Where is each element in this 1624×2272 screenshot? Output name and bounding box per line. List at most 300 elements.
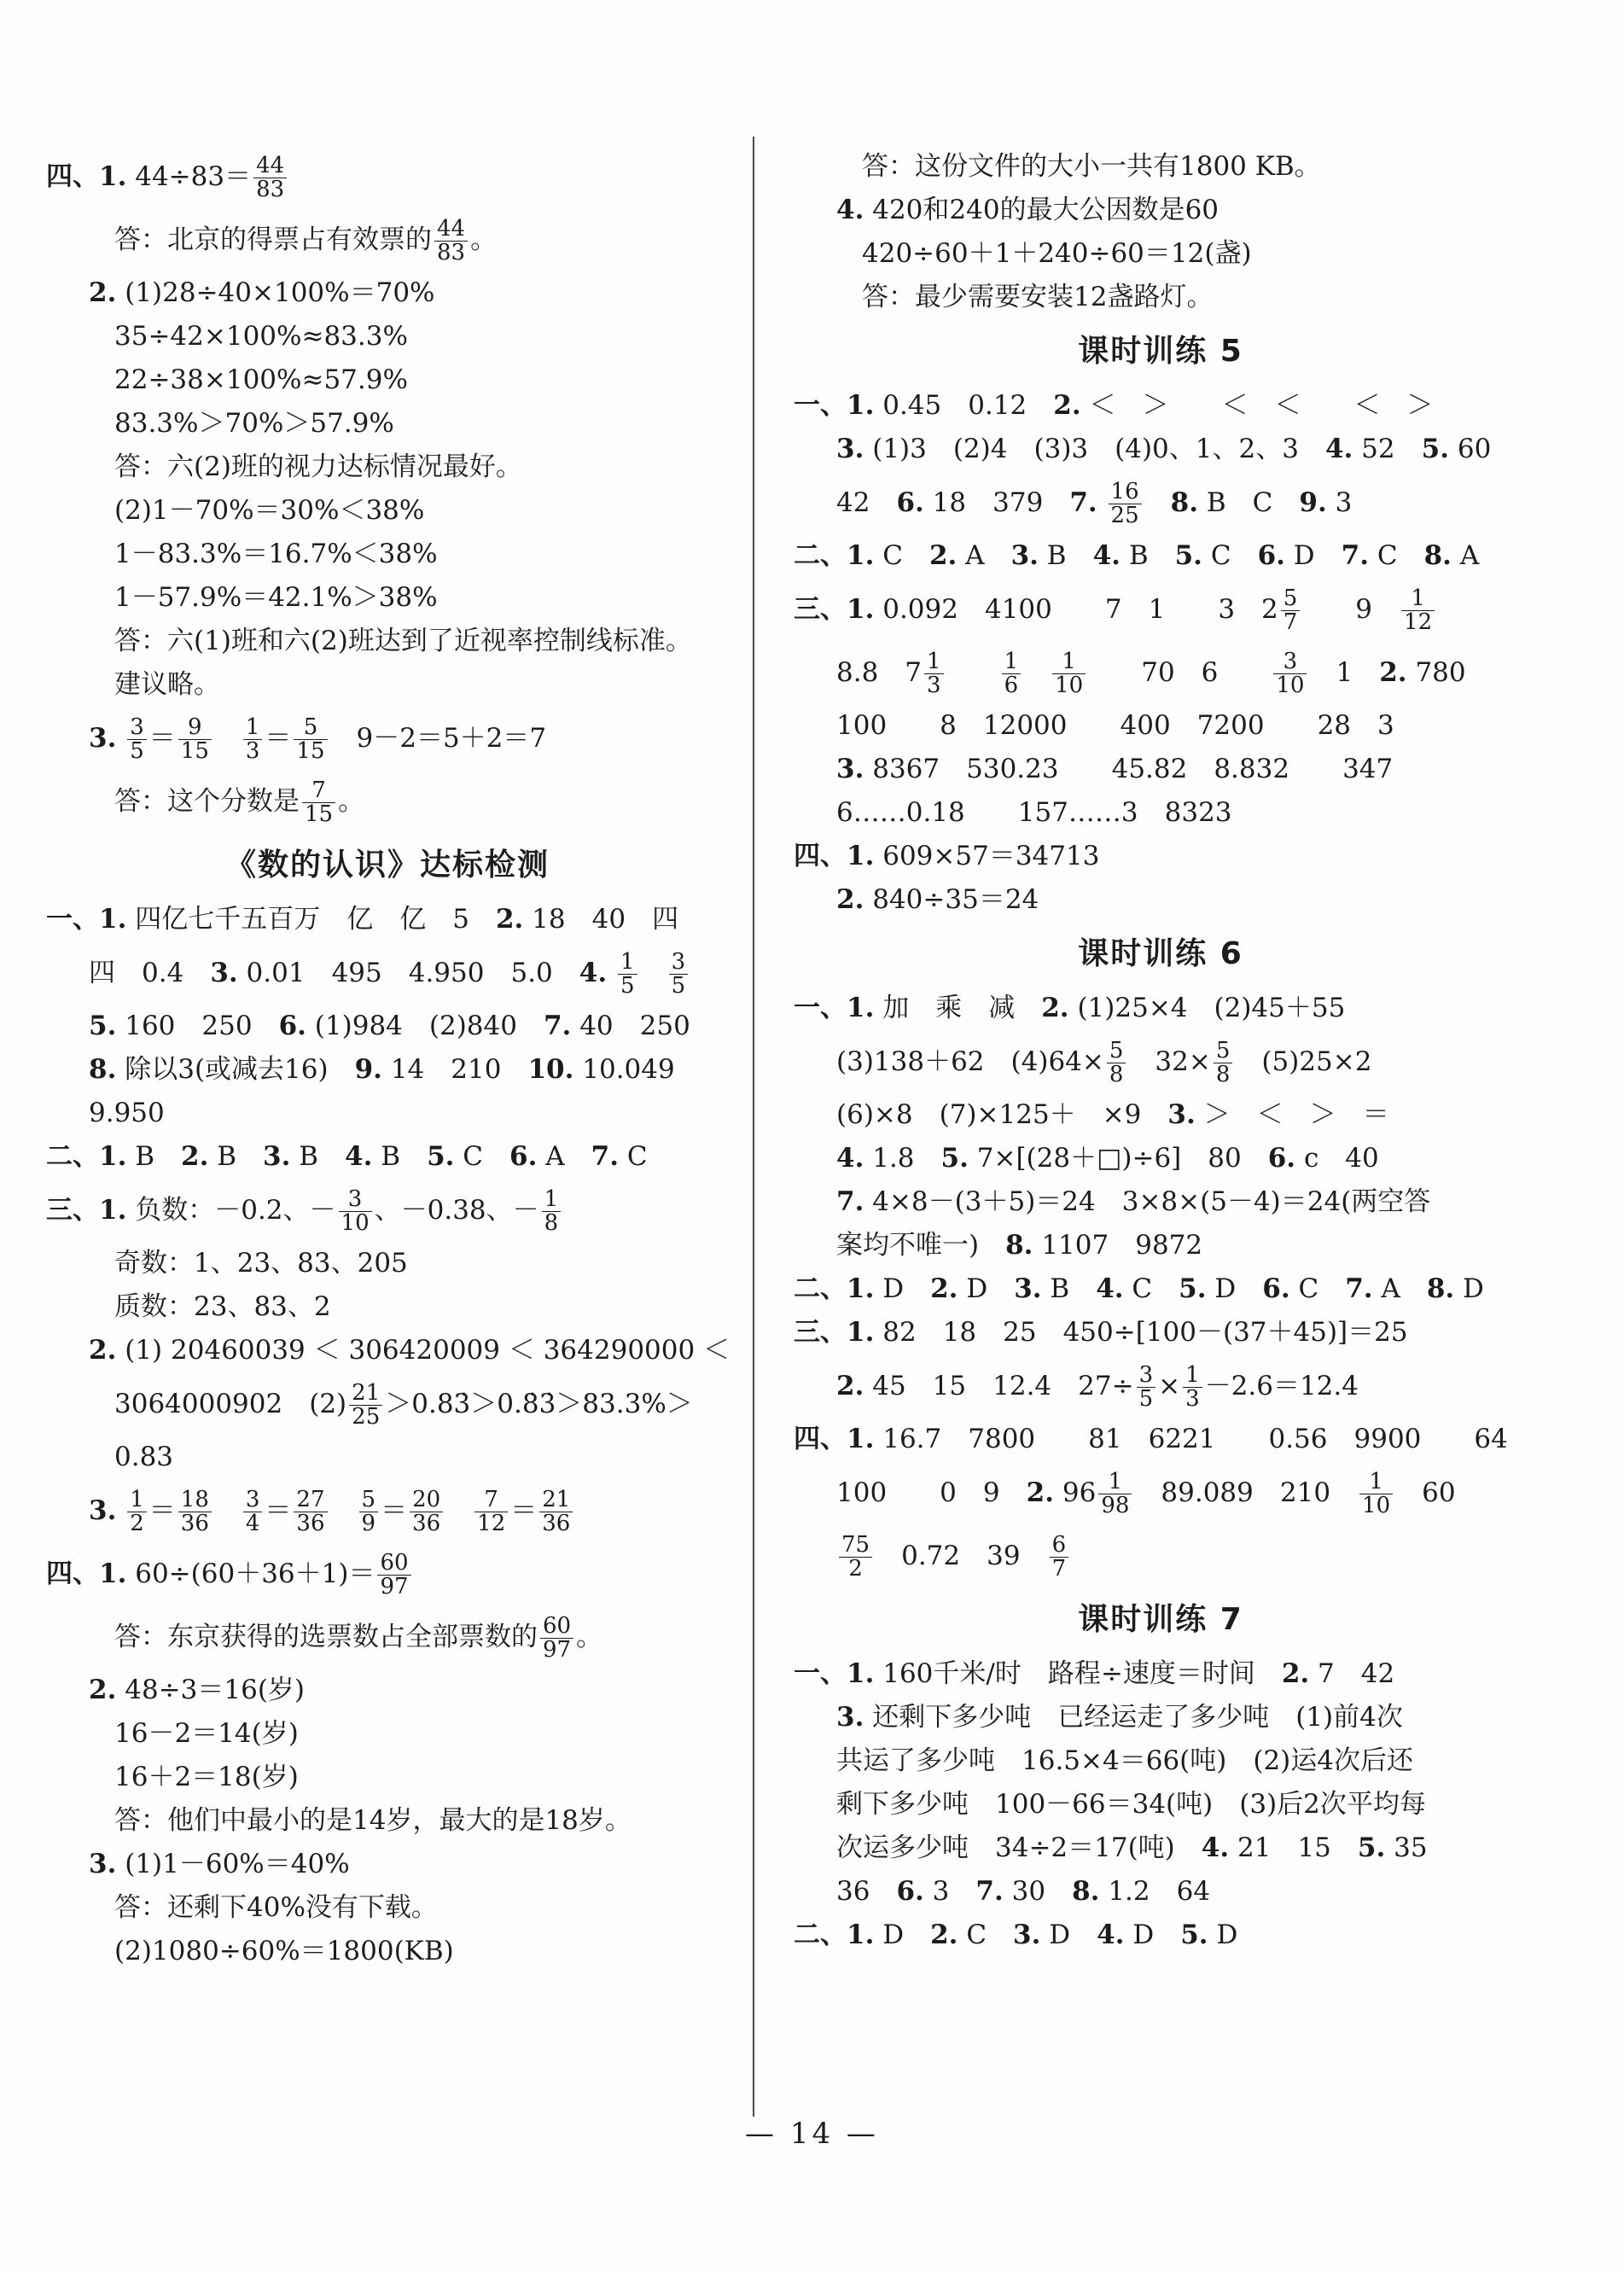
fraction: [1098, 1468, 1132, 1518]
answer-line: [46, 533, 729, 576]
answer-text: 35: [1385, 1832, 1428, 1863]
item-number: 1.: [847, 1317, 875, 1348]
answer-text: 3: [923, 1876, 976, 1907]
item-number: 5.: [427, 1141, 455, 1172]
item-number: 2.: [89, 1675, 117, 1705]
answer-line: [46, 1372, 729, 1436]
answer-line: [46, 1843, 729, 1886]
answer-text: [116, 723, 125, 754]
item-number: 2.: [89, 1335, 117, 1366]
item-number: 4.: [579, 958, 608, 988]
answer-text: 共运了多少吨 16.5×4＝66(吨) (2)运4次后还: [836, 1745, 1413, 1776]
answer-text: 1.8: [864, 1143, 941, 1174]
answer-text: 36: [836, 1876, 897, 1907]
answer-text: [445, 1495, 472, 1526]
item-number: 1.: [847, 841, 875, 871]
answer-line: [794, 1180, 1528, 1224]
fraction-numerator: 1: [1401, 587, 1435, 611]
item-number: 2.: [1053, 390, 1081, 421]
fraction: [178, 716, 212, 764]
answer-text: (1)1－60%＝40%: [116, 1849, 350, 1879]
answer-text: (3)138＋62 (4)64×: [836, 1046, 1104, 1077]
answer-text: 52: [1353, 434, 1422, 464]
answer-text: 答：东京获得的选票数占全部票数的: [114, 1622, 538, 1652]
answer-text: 建议略。: [114, 669, 220, 700]
item-number: 7.: [543, 1011, 572, 1041]
item-number: 2.: [495, 904, 524, 935]
item-number: 3.: [89, 723, 117, 754]
fraction-numerator: 1: [542, 1188, 562, 1212]
item-number: 4.: [1096, 1273, 1124, 1304]
fraction-denominator: 4: [245, 1511, 260, 1536]
item-number: 3.: [1014, 1273, 1042, 1304]
answer-line: [794, 145, 1528, 189]
item-number: 3.: [89, 1849, 117, 1879]
fraction: [539, 1488, 573, 1536]
answer-text: D: [1124, 1920, 1181, 1950]
fraction-denominator: 10: [1055, 673, 1084, 698]
answer-text: 、－0.38、－: [374, 1195, 539, 1226]
fraction-denominator: 97: [543, 1637, 572, 1663]
answer-line: [794, 428, 1528, 471]
item-number: 9.: [1299, 487, 1327, 518]
answer-text: 16.7 7800 81 6221 0.56 9900 64: [874, 1424, 1508, 1454]
fraction-numerator: 6: [1050, 1534, 1069, 1558]
answer-text: ＝: [148, 723, 176, 754]
item-number: 8.: [1170, 487, 1199, 518]
answer-text: [607, 958, 615, 988]
fraction-denominator: 7: [1051, 1556, 1067, 1582]
fraction-numerator: 18: [178, 1488, 212, 1512]
answer-line: [46, 770, 729, 833]
fraction-denominator: 10: [1276, 673, 1305, 698]
fraction-denominator: 15: [296, 738, 325, 764]
fraction-numerator: 3: [339, 1188, 372, 1212]
answer-text: B: [208, 1141, 264, 1172]
answer-text: 840÷35＝24: [864, 884, 1039, 915]
item-number: 4.: [836, 195, 864, 225]
answer-line: [46, 1179, 729, 1242]
answer-text: D: [874, 1273, 931, 1304]
fraction: [359, 1488, 379, 1536]
answer-text: 21 15: [1229, 1832, 1358, 1863]
fraction-numerator: 3: [1273, 650, 1307, 674]
fraction-denominator: 5: [671, 973, 686, 999]
fraction: [339, 1188, 372, 1236]
fraction-denominator: 7: [1283, 609, 1298, 635]
answer-line: [46, 1092, 729, 1135]
answer-text: C: [1289, 1273, 1346, 1304]
item-number: 4.: [1201, 1832, 1230, 1863]
answer-text: [1144, 487, 1171, 518]
answer-text: 答：他们中最小的是14岁，最大的是18岁。: [114, 1805, 632, 1836]
answer-text: 96: [1054, 1477, 1097, 1508]
fraction: [1281, 587, 1301, 635]
answer-text: 剩下多少吨 100－66＝34(吨) (3)后2次平均每: [836, 1789, 1426, 1820]
answer-text: C: [619, 1141, 648, 1172]
fraction: [542, 1188, 562, 1236]
item-number: 2.: [836, 1371, 864, 1401]
item-number: 1.: [99, 1558, 127, 1589]
fraction-numerator: 1: [618, 951, 637, 975]
answer-text: (1) 20460039 ＜ 306420009 ＜ 364290000 ＜: [116, 1335, 731, 1366]
item-number: 二、: [794, 540, 847, 571]
answer-text: ×: [1158, 1371, 1181, 1401]
answer-line: [46, 1048, 729, 1092]
item-number: 1.: [99, 1141, 127, 1172]
answer-line: [794, 189, 1528, 232]
item-number: 8.: [1005, 1230, 1033, 1261]
answer-line: [794, 1826, 1528, 1870]
item-number: 3.: [1013, 1920, 1041, 1950]
answer-line: [46, 1479, 729, 1542]
item-number: 2.: [1041, 993, 1069, 1023]
item-number: 1.: [847, 1424, 875, 1454]
answer-text: [640, 958, 666, 988]
answer-text: 0.72 39: [875, 1541, 1047, 1571]
fraction-denominator: 8: [544, 1210, 559, 1236]
fraction-denominator: 25: [1110, 503, 1139, 528]
answer-line: [794, 1030, 1528, 1093]
item-number: 1.: [847, 1658, 875, 1689]
answer-text: (1)28÷40×100%＝70%: [116, 277, 435, 308]
answer-line: [46, 489, 729, 533]
answer-text: 160千米/时 路程÷速度＝时间: [874, 1658, 1282, 1689]
fraction: [243, 1488, 263, 1536]
fraction-numerator: 1: [924, 650, 944, 674]
answer-text: 7 42: [1309, 1658, 1395, 1689]
fraction: [349, 1379, 382, 1430]
fraction-denominator: 10: [1362, 1493, 1391, 1518]
answer-text: B: [1120, 540, 1175, 571]
item-number: 2.: [836, 884, 864, 915]
answer-line: [794, 1418, 1528, 1461]
fraction-denominator: 15: [305, 801, 334, 827]
fraction-denominator: 83: [437, 240, 466, 265]
answer-line: [46, 208, 729, 271]
answer-line: [46, 1930, 729, 1973]
item-number: 2.: [928, 540, 958, 571]
answer-text: 82 18 25 450÷[100－(37＋45)]＝25: [874, 1317, 1408, 1348]
fraction-numerator: 9: [178, 716, 212, 740]
item-number: 3.: [1167, 1099, 1196, 1130]
fraction-numerator: 1: [1183, 1364, 1202, 1388]
answer-line: [46, 941, 729, 1005]
fraction: [294, 1488, 327, 1536]
item-number: 1.: [847, 1273, 875, 1304]
answer-text: 四 0.4: [89, 958, 211, 988]
answer-line: [794, 232, 1528, 276]
fraction-denominator: 2: [130, 1511, 144, 1536]
answer-text: 89.089 210: [1134, 1477, 1358, 1508]
answer-line: [794, 791, 1528, 835]
item-number: 3.: [836, 754, 864, 784]
item-number: 5.: [1179, 1273, 1207, 1304]
answer-text: 。: [470, 224, 498, 255]
answer-text: B: [1038, 540, 1093, 571]
answer-text: 案均不唯一): [836, 1230, 1006, 1261]
fraction-denominator: 36: [412, 1511, 441, 1536]
item-number: 三、: [794, 1317, 847, 1348]
item-number: 3.: [836, 1702, 864, 1733]
answer-line: [794, 878, 1528, 922]
fraction-denominator: 98: [1101, 1493, 1130, 1518]
fraction-numerator: 16: [1109, 481, 1142, 504]
fraction: [1359, 1468, 1393, 1518]
item-number: 二、: [794, 1273, 847, 1304]
answer-text: [116, 1495, 125, 1526]
item-number: 4.: [1324, 434, 1353, 464]
answer-text: 4×8－(3＋5)＝24 3×8×(5－4)＝24(两空答: [864, 1186, 1431, 1217]
item-number: 4.: [836, 1143, 864, 1174]
item-number: 7.: [591, 1141, 620, 1172]
answer-text: 100 0 9: [836, 1477, 1027, 1508]
fraction-numerator: 1: [243, 716, 263, 740]
fraction-denominator: 9: [361, 1511, 376, 1536]
fraction: [839, 1531, 872, 1582]
answer-text: [1097, 487, 1106, 518]
fraction-numerator: 60: [540, 1615, 573, 1639]
answer-text: 奇数：1、23、83、205: [114, 1248, 408, 1279]
answer-line: [46, 576, 729, 620]
answer-line: [794, 1224, 1528, 1267]
answer-text: 6……0.18 157……3 8323: [836, 797, 1232, 828]
item-number: 7.: [836, 1186, 864, 1217]
answer-text: 42: [836, 487, 897, 518]
answer-text: 9－2＝5＋2＝7: [329, 723, 547, 754]
answer-text: c 40: [1295, 1143, 1379, 1174]
answer-line: [794, 1267, 1528, 1311]
answer-text: 48÷3＝16(岁): [116, 1675, 306, 1705]
fraction-denominator: 36: [180, 1511, 209, 1536]
answer-line: [46, 1605, 729, 1669]
answer-line: [794, 534, 1528, 578]
item-number: 6.: [896, 487, 924, 518]
item-number: 一、: [794, 1658, 847, 1689]
fraction-denominator: 12: [477, 1511, 506, 1536]
answer-line: [46, 1712, 729, 1756]
fraction-numerator: 44: [253, 154, 287, 178]
answer-line: [794, 1354, 1528, 1418]
answer-text: D: [1206, 1273, 1263, 1304]
answer-text: 。: [338, 786, 365, 817]
answer-text: D: [874, 1920, 931, 1950]
fraction-denominator: 97: [380, 1574, 409, 1599]
answer-text: 质数：23、83、2: [114, 1291, 331, 1322]
answer-line: [794, 276, 1528, 319]
answer-line: [46, 358, 729, 402]
fraction-numerator: 5: [1214, 1040, 1233, 1063]
item-number: 1.: [847, 993, 875, 1023]
item-number: 5.: [89, 1011, 117, 1041]
item-number: 1.: [99, 904, 127, 935]
item-number: 6.: [278, 1011, 306, 1041]
fraction-numerator: 1: [1052, 650, 1086, 674]
answer-text: C: [454, 1141, 510, 1172]
answer-text: 780: [1406, 657, 1466, 688]
answer-text: 40 250: [571, 1011, 690, 1041]
column-divider: [753, 137, 754, 2117]
answer-line: [46, 1756, 729, 1799]
item-number: 6.: [509, 1141, 538, 1172]
answer-line: [46, 1669, 729, 1712]
section-heading: 课时训练 6: [1078, 936, 1243, 971]
fraction: [1137, 1361, 1156, 1412]
answer-text: C: [1202, 540, 1258, 571]
fraction: [669, 948, 689, 999]
fraction-numerator: 3: [669, 951, 689, 975]
answer-text: 答：最少需要安装12盏路灯。: [862, 282, 1214, 312]
fraction-denominator: 10: [341, 1210, 370, 1236]
page-number: — 14 —: [745, 2117, 879, 2151]
answer-text: 420和240的最大公因数是60: [864, 195, 1219, 225]
item-number: 4.: [345, 1141, 373, 1172]
answer-line: [46, 620, 729, 663]
item-number: 3.: [89, 1495, 117, 1526]
fraction-denominator: 5: [620, 973, 635, 999]
fraction-numerator: 3: [243, 1488, 263, 1512]
answer-text: 16－2＝14(岁): [114, 1718, 299, 1749]
answer-text: 14 210: [381, 1054, 528, 1085]
answer-text: ＞0.83̇＞0.8̇3̇＞83.3%＞: [385, 1389, 693, 1419]
fraction-denominator: 5: [130, 738, 144, 764]
answer-line: [794, 641, 1528, 704]
answer-line: [794, 578, 1528, 641]
item-number: 一、: [46, 904, 99, 935]
fraction-denominator: 3: [927, 673, 941, 698]
fraction: [1050, 1531, 1069, 1582]
fraction-denominator: 5: [1138, 1386, 1154, 1412]
answer-text: 18 40 四: [523, 904, 679, 935]
answer-line: [794, 471, 1528, 534]
answer-text: [1023, 657, 1050, 688]
answer-text: ＝: [265, 1495, 292, 1526]
item-number: 8.: [1072, 1876, 1100, 1907]
fraction-denominator: 15: [180, 738, 209, 764]
fraction-numerator: 1: [1359, 1471, 1393, 1494]
answer-text: C: [958, 1920, 1014, 1950]
fraction-numerator: 21: [349, 1382, 382, 1406]
answer-text: 0.45 0.12: [874, 390, 1054, 421]
fraction: [294, 716, 327, 764]
fraction-numerator: 7: [302, 779, 335, 803]
item-number: 1.: [99, 161, 127, 192]
answer-text: 答：还剩下40%没有下载。: [114, 1892, 438, 1923]
fraction-numerator: 5: [1107, 1040, 1126, 1063]
answer-line: [794, 1461, 1528, 1524]
answer-text: 420÷60＋1＋240÷60＝12(盏): [862, 238, 1252, 269]
fraction: [178, 1488, 212, 1536]
answer-text: 44÷83＝: [126, 161, 252, 192]
item-number: 6.: [1257, 540, 1285, 571]
answer-line: [46, 1886, 729, 1930]
answer-line: [794, 835, 1528, 878]
answer-text: (5)25×2: [1235, 1046, 1372, 1077]
answer-text: 答：北京的得票占有效票的: [114, 224, 432, 255]
item-number: 1.: [847, 540, 875, 571]
answer-line: [794, 1739, 1528, 1783]
fraction: [1273, 650, 1307, 698]
item-number: 10.: [527, 1054, 574, 1085]
answer-text: B: [290, 1141, 346, 1172]
fraction-numerator: 1: [1098, 1471, 1132, 1494]
fraction-denominator: 6: [1004, 673, 1019, 698]
item-number: 四、: [46, 1558, 99, 1589]
answer-text: 3: [1326, 487, 1353, 518]
answer-text: 83.3%＞70%＞57.9%: [114, 408, 394, 439]
answer-line: [46, 707, 729, 770]
answer-text: A: [1372, 1273, 1427, 1304]
item-number: 3.: [1010, 540, 1039, 571]
item-number: 9.: [354, 1054, 382, 1085]
section-heading: 课时训练 5: [1078, 334, 1243, 369]
item-number: 四、: [46, 161, 99, 192]
fraction-denominator: 25: [352, 1404, 381, 1430]
answer-line: [794, 384, 1528, 428]
answer-text: (1)3 (2)4 (3)3 (4)0、1、2、3: [864, 434, 1325, 464]
fraction: [410, 1488, 443, 1536]
item-number: 一、: [794, 993, 847, 1023]
fraction: [474, 1488, 508, 1536]
answer-text: (1)25×4 (2)45＋55: [1068, 993, 1346, 1023]
answer-text: (2)1－70%＝30%＜38%: [114, 495, 425, 526]
item-number: 8.: [1423, 540, 1452, 571]
item-number: 2.: [1026, 1477, 1054, 1508]
fraction: [924, 650, 944, 698]
fraction: [1401, 587, 1435, 635]
fraction-numerator: 44: [434, 218, 468, 242]
answer-text: A: [537, 1141, 591, 1172]
answer-line: [794, 1093, 1528, 1137]
answer-text: ＝: [510, 1495, 538, 1526]
fraction-numerator: 1: [1002, 650, 1022, 674]
answer-text: 0.83: [114, 1442, 174, 1472]
answer-line: [794, 1783, 1528, 1826]
answer-text: 1－83.3%＝16.7%＜38%: [114, 539, 438, 569]
fraction: [1214, 1037, 1233, 1087]
item-number: 1.: [847, 1920, 875, 1950]
answer-line: [794, 1137, 1528, 1180]
item-number: 6.: [896, 1876, 924, 1907]
fraction: [434, 215, 468, 265]
fraction-numerator: 5: [359, 1488, 379, 1512]
item-number: 一、: [794, 390, 847, 421]
answer-text: D: [1208, 1920, 1238, 1950]
answer-text: 9.950: [89, 1098, 165, 1128]
answer-text: 。: [576, 1622, 603, 1652]
answer-text: 18 379: [923, 487, 1070, 518]
answer-text: 45 15 12.4 27÷: [864, 1371, 1134, 1401]
answer-line: [46, 145, 729, 208]
item-number: 3.: [836, 434, 864, 464]
answer-text: 609×57＝34713: [874, 841, 1100, 871]
fraction-denominator: 36: [542, 1511, 571, 1536]
item-number: 4.: [1092, 540, 1121, 571]
answer-text: B C: [1198, 487, 1300, 518]
section-heading: 课时训练 7: [1078, 1602, 1243, 1637]
item-number: 2.: [89, 277, 117, 308]
answer-text: [946, 657, 999, 688]
answer-text: B: [372, 1141, 428, 1172]
answer-text: D: [1454, 1273, 1484, 1304]
answer-text: 100 8 12000 400 7200 28 3: [836, 710, 1394, 741]
fraction-numerator: 27: [294, 1488, 327, 1512]
fraction: [127, 1488, 147, 1536]
fraction: [1109, 478, 1142, 528]
answer-text: C: [1123, 1273, 1179, 1304]
answer-text: 答：六(2)班的视力达标情况最好。: [114, 451, 522, 482]
answer-line: [794, 1652, 1528, 1696]
